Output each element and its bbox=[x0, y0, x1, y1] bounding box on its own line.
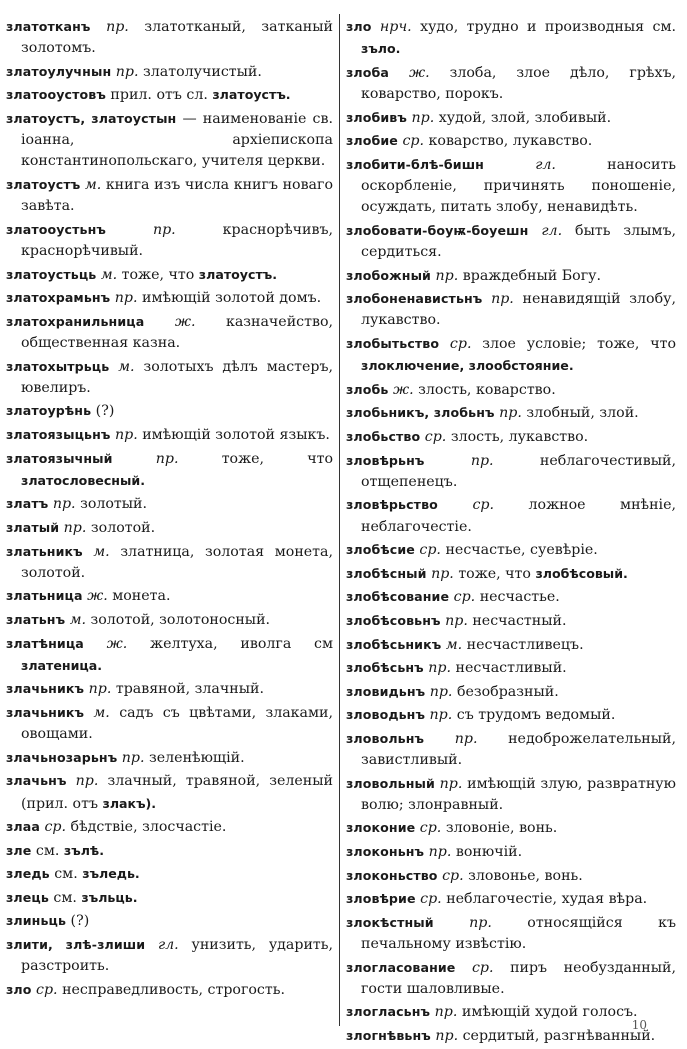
dictionary-entry bbox=[346, 154, 676, 219]
page-number: 10 bbox=[631, 1018, 647, 1032]
entry-headword: зловодьнъ bbox=[346, 707, 426, 723]
entry-definition: несчастный. bbox=[472, 612, 567, 629]
entry-grammar-tag: пр. bbox=[114, 426, 138, 443]
dictionary-entry bbox=[346, 402, 676, 424]
entry-definition: несчастье, суевѣріе. bbox=[445, 542, 598, 559]
entry-grammar-tag: пр. bbox=[428, 660, 451, 677]
dictionary-entry bbox=[346, 728, 676, 771]
entry-definition: златница, золотая монета, золотой. bbox=[21, 543, 333, 581]
entry-grammar-tag: пр. bbox=[434, 1004, 458, 1021]
entry-grammar-tag: м. bbox=[445, 636, 463, 653]
entry-headword: зловольный bbox=[346, 775, 435, 791]
entry-headword: злобовати-боуѭ-боуешн bbox=[346, 222, 529, 238]
entry-definition: зловонье, вонь. bbox=[468, 867, 583, 884]
entry-headword: златоязычный bbox=[6, 450, 113, 466]
dictionary-entry bbox=[346, 773, 676, 816]
entry-headword: злоконьство bbox=[346, 867, 438, 883]
entry-grammar-tag: пр. bbox=[115, 63, 139, 80]
entry-grammar-tag: пр. bbox=[454, 730, 478, 747]
entry-grammar-tag: пр. bbox=[411, 109, 435, 126]
entry-headword: златооустовъ bbox=[6, 87, 106, 103]
dictionary-entry bbox=[346, 586, 676, 608]
dictionary-entry bbox=[346, 1001, 676, 1023]
entry-definition: имѣющій золотой языкъ. bbox=[142, 426, 330, 443]
dictionary-entry bbox=[6, 264, 333, 286]
entry-headword: злобѣсование bbox=[346, 589, 450, 605]
entry-cross-reference: зъледь. bbox=[82, 866, 140, 882]
dictionary-entry bbox=[346, 841, 676, 863]
entry-cross-reference: златеница. bbox=[21, 657, 103, 673]
entry-grammar-tag: пр. bbox=[155, 450, 179, 467]
dictionary-entry bbox=[346, 107, 676, 129]
entry-definition: злобный, злой. bbox=[526, 405, 639, 422]
entry-headword: зловѣрьнъ bbox=[346, 452, 425, 468]
entry-grammar-tag: пр. bbox=[439, 775, 463, 792]
entry-definition: — наименованіе св. іоанна, архіепископа константинопольскаго, учителя церкви. bbox=[21, 110, 333, 170]
entry-grammar-tag: м. bbox=[118, 358, 135, 375]
entry-grammar-tag: ср. bbox=[419, 820, 442, 837]
entry-grammar-tag: пр. bbox=[499, 405, 522, 422]
entry-headword: злогнѣвьнъ bbox=[346, 1028, 431, 1044]
entry-cross-reference: златоустъ. bbox=[198, 266, 278, 282]
entry-cross-reference: злакъ). bbox=[102, 795, 157, 811]
entry-definition: сердитый, разгнѣванный. bbox=[462, 1028, 656, 1045]
entry-grammar-tag: пр. bbox=[75, 773, 99, 790]
entry-definition: тоже, что bbox=[221, 450, 333, 467]
entry-grammar-tag: ср. bbox=[419, 542, 441, 559]
entry-definition: см. bbox=[54, 866, 78, 883]
entry-grammar-tag: пр. bbox=[445, 612, 468, 629]
entry-grammar-tag: пр. bbox=[106, 19, 129, 35]
entry-headword: зловѣрьство bbox=[346, 497, 438, 513]
entry-definition: худой, злой, злобивый. bbox=[438, 109, 612, 126]
entry-definition: унизить, ударить, разстроить. bbox=[21, 937, 334, 975]
dictionary-entry bbox=[6, 287, 333, 309]
entry-cross-reference: златословесный. bbox=[21, 472, 146, 488]
entry-headword: златоустьць bbox=[6, 266, 97, 282]
entry-headword: злобытьство bbox=[346, 335, 440, 351]
entry-grammar-tag: гл. bbox=[541, 222, 563, 239]
entry-grammar-tag: ж. bbox=[106, 635, 128, 652]
entry-grammar-tag: пр. bbox=[431, 565, 454, 582]
entry-definition: золотой, золотоносный. bbox=[90, 611, 271, 628]
entry-definition: враждебный Богу. bbox=[462, 267, 601, 284]
entry-definition: съ трудомъ ведомый. bbox=[456, 707, 616, 724]
entry-grammar-tag: ж. bbox=[408, 64, 430, 81]
dictionary-entry bbox=[346, 817, 676, 839]
entry-headword: злобоненавистьнъ bbox=[346, 291, 483, 307]
dictionary-entry bbox=[346, 265, 676, 287]
entry-definition: садъ съ цвѣтами, злаками, овощами. bbox=[21, 704, 334, 743]
entry-headword: зло bbox=[346, 19, 372, 34]
entry-definition: книга изъ числа книгъ новаго завѣта. bbox=[21, 176, 333, 215]
entry-headword: златьнъ bbox=[6, 611, 66, 627]
entry-grammar-tag: пр. bbox=[121, 749, 145, 766]
entry-headword: злиньць bbox=[6, 913, 67, 929]
dictionary-entry bbox=[346, 657, 676, 679]
entry-grammar-tag: м. bbox=[93, 704, 110, 721]
dictionary-entry bbox=[6, 448, 333, 492]
entry-definition: златотканый, затканый золотомъ. bbox=[21, 19, 333, 57]
entry-definition: прил. отъ сл. bbox=[110, 87, 208, 104]
entry-headword: злець bbox=[6, 889, 49, 905]
entry-definition: бѣдствіе, злосчастіе. bbox=[70, 819, 227, 836]
dictionary-entry bbox=[346, 494, 676, 537]
entry-headword: златьникъ bbox=[6, 543, 83, 559]
dictionary-entry bbox=[6, 747, 333, 769]
entry-headword: злобьство bbox=[346, 428, 421, 444]
dictionary-entry bbox=[346, 426, 676, 448]
entry-cross-reference: злоключение, злообстояние. bbox=[361, 358, 574, 374]
entry-definition: недоброжелательный, завистливый. bbox=[361, 730, 677, 769]
entry-grammar-tag: пр. bbox=[435, 1028, 459, 1045]
dictionary-entry bbox=[6, 770, 333, 814]
entry-definition: краснорѣчивъ, краснорѣчивый. bbox=[21, 221, 334, 259]
entry-headword: злачьнъ bbox=[6, 773, 67, 789]
dictionary-entry bbox=[6, 585, 333, 607]
entry-definition: неблагочестивый, отщепенецъ. bbox=[361, 452, 676, 490]
dictionary-entry bbox=[6, 219, 333, 262]
entry-definition: травяной, злачный. bbox=[115, 681, 264, 698]
dictionary-entry bbox=[6, 840, 333, 862]
entry-definition: золотый. bbox=[80, 496, 148, 513]
dictionary-entry bbox=[6, 541, 333, 584]
entry-headword: златоязыцьнъ bbox=[6, 426, 111, 442]
entry-definition: см. bbox=[35, 842, 60, 859]
entry-headword: златый bbox=[6, 519, 60, 535]
entry-headword: злобѣсовьнъ bbox=[346, 612, 441, 628]
entry-headword: злаа bbox=[6, 819, 40, 835]
entry-grammar-tag: м. bbox=[100, 266, 118, 283]
entry-headword: злоконие bbox=[346, 820, 416, 836]
dictionary-entry bbox=[6, 16, 333, 59]
dictionary-entry bbox=[6, 863, 333, 885]
entry-definition: тоже, что bbox=[121, 266, 195, 283]
entry-grammar-tag: ср. bbox=[420, 891, 442, 908]
dictionary-entry bbox=[346, 333, 676, 377]
dictionary-entry bbox=[6, 702, 333, 745]
entry-grammar-tag: ср. bbox=[472, 497, 494, 514]
entry-headword: зловѣрие bbox=[346, 891, 416, 907]
dictionary-entry bbox=[346, 62, 676, 105]
entry-definition: имѣющій злую, развратную волю; злонравный. bbox=[361, 775, 676, 813]
entry-definition: несчастливецъ. bbox=[466, 636, 584, 653]
dictionary-entry bbox=[6, 424, 333, 446]
entry-headword: златоурѣнь bbox=[6, 403, 92, 419]
dictionary-entry bbox=[6, 633, 333, 677]
entry-grammar-tag: пр. bbox=[429, 683, 453, 700]
entry-headword: злачьникъ bbox=[6, 704, 85, 720]
dictionary-entry bbox=[6, 61, 333, 83]
entry-headword: зловольнъ bbox=[346, 730, 425, 746]
entry-definition: имѣющій золотой домъ. bbox=[142, 290, 322, 307]
entry-definition: зловоніе, вонь. bbox=[445, 820, 558, 837]
entry-definition: имѣющій худой голосъ. bbox=[461, 1004, 638, 1021]
left-column bbox=[6, 16, 333, 1002]
dictionary-entry bbox=[6, 174, 333, 217]
entry-grammar-tag: ср. bbox=[471, 959, 494, 976]
entry-headword: злобѣсьникъ bbox=[346, 636, 442, 652]
entry-headword: злоконьнъ bbox=[346, 844, 425, 860]
entry-definition: злоба, злое дѣло, грѣхъ, коварство, порокъ. bbox=[361, 64, 676, 102]
entry-headword: злобие bbox=[346, 133, 398, 149]
entry-grammar-tag: ср. bbox=[424, 428, 447, 445]
entry-definition: золотой. bbox=[90, 519, 156, 536]
entry-definition: злачный, травяной, зеленый (прил. отъ bbox=[21, 773, 334, 812]
entry-definition: относящійся къ печальному извѣстію. bbox=[361, 914, 676, 953]
entry-grammar-tag: пр. bbox=[63, 519, 87, 536]
entry-grammar-tag: ж. bbox=[174, 313, 196, 330]
entry-definition: наносить оскорбленіе, причинять поношеніе, осуждать, питать злобу, ненавидѣть. bbox=[361, 156, 677, 216]
entry-definition: неблагочестіе, худая вѣра. bbox=[446, 891, 648, 908]
entry-headword: златоустъ, златоустын bbox=[6, 110, 177, 126]
entry-definition: казначейство, общественная казна. bbox=[21, 313, 333, 351]
dictionary-entry bbox=[6, 356, 333, 399]
entry-headword: злачьнозарьнъ bbox=[6, 749, 118, 765]
entry-grammar-tag: ж. bbox=[87, 588, 108, 605]
dictionary-entry bbox=[6, 816, 333, 838]
entry-headword: злобити-блѣ-бишн bbox=[346, 156, 484, 172]
entry-headword: златохытрьць bbox=[6, 358, 110, 374]
entry-grammar-tag: нрч. bbox=[379, 19, 412, 35]
entry-grammar-tag: пр. bbox=[88, 681, 112, 698]
dictionary-entry bbox=[6, 311, 333, 354]
entry-grammar-tag: пр. bbox=[469, 914, 492, 931]
entry-grammar-tag: м. bbox=[93, 543, 110, 560]
dictionary-entry bbox=[6, 979, 333, 1001]
entry-grammar-tag: ср. bbox=[453, 589, 476, 606]
dictionary-entry bbox=[346, 888, 676, 910]
entry-headword: злобьникъ, злобьнъ bbox=[346, 405, 495, 421]
dictionary-entry bbox=[6, 108, 333, 173]
entry-definition: вонючій. bbox=[455, 844, 523, 861]
entry-grammar-tag: пр. bbox=[435, 267, 459, 284]
entry-definition: (?) bbox=[95, 403, 115, 420]
dictionary-entry bbox=[346, 288, 676, 331]
dictionary-entry bbox=[346, 912, 676, 955]
entry-grammar-tag: пр. bbox=[429, 707, 453, 724]
entry-cross-reference: зъльць. bbox=[81, 889, 138, 905]
entry-headword: златотканъ bbox=[6, 19, 91, 34]
entry-headword: златоустъ bbox=[6, 176, 81, 192]
entry-definition: желтуха, иволга см bbox=[150, 635, 333, 652]
entry-definition: златолучистый. bbox=[143, 63, 262, 80]
dictionary-entry bbox=[6, 609, 333, 631]
entry-grammar-tag: ж. bbox=[392, 381, 414, 398]
entry-headword: злобѣсьнъ bbox=[346, 660, 424, 676]
entry-headword: злоба bbox=[346, 64, 389, 80]
column-divider bbox=[339, 14, 340, 1026]
dictionary-entry bbox=[346, 681, 676, 703]
entry-headword: злити, злѣ-злиши bbox=[6, 937, 146, 953]
entry-definition: быть злымъ, сердиться. bbox=[361, 222, 676, 260]
entry-cross-reference: зъло. bbox=[361, 41, 401, 57]
entry-headword: злобѣсный bbox=[346, 565, 427, 581]
entry-grammar-tag: м. bbox=[69, 611, 86, 628]
entry-definition: несчастье. bbox=[479, 589, 560, 606]
entry-grammar-tag: пр. bbox=[428, 844, 452, 861]
entry-definition: несправедливость, строгость. bbox=[62, 981, 285, 998]
dictionary-entry bbox=[346, 220, 676, 263]
dictionary-entry bbox=[346, 1025, 676, 1047]
dictionary-entry bbox=[346, 450, 676, 493]
dictionary-entry bbox=[346, 16, 676, 60]
entry-grammar-tag: пр. bbox=[152, 221, 176, 238]
entry-grammar-tag: пр. bbox=[52, 496, 76, 513]
dictionary-entry bbox=[346, 865, 676, 887]
entry-headword: злобѣсие bbox=[346, 542, 415, 558]
entry-grammar-tag: пр. bbox=[114, 290, 138, 307]
dictionary-entry bbox=[346, 130, 676, 152]
entry-definition: худо, трудно и производныя см. bbox=[420, 19, 677, 35]
entry-definition: тоже, что bbox=[458, 565, 531, 582]
entry-headword: злобивъ bbox=[346, 109, 407, 125]
entry-grammar-tag: пр. bbox=[470, 452, 494, 469]
dictionary-entry bbox=[6, 517, 333, 539]
entry-definition: злость, лукавство. bbox=[450, 428, 589, 445]
entry-definition: безобразный. bbox=[456, 683, 559, 700]
entry-definition: злое условіе; тоже, что bbox=[482, 335, 676, 352]
entry-headword: златъ bbox=[6, 496, 49, 512]
dictionary-entry bbox=[346, 563, 676, 585]
entry-cross-reference: златоустъ. bbox=[212, 87, 291, 103]
entry-headword: злогласование bbox=[346, 959, 456, 975]
dictionary-entry bbox=[6, 84, 333, 106]
entry-definition: ненавидящій злобу, лукавство. bbox=[361, 291, 676, 329]
entry-grammar-tag: гл. bbox=[157, 937, 179, 954]
entry-cross-reference: злобѣсовый. bbox=[535, 565, 628, 581]
dictionary-entry bbox=[346, 704, 676, 726]
entry-headword: зле bbox=[6, 842, 32, 858]
entry-headword: зло bbox=[6, 981, 32, 997]
dictionary-entry bbox=[346, 957, 676, 1000]
dictionary-entry bbox=[6, 887, 333, 909]
entry-headword: златоулучнын bbox=[6, 63, 112, 79]
entry-grammar-tag: м. bbox=[84, 176, 102, 193]
right-column bbox=[346, 16, 676, 1049]
entry-headword: злачьникъ bbox=[6, 681, 85, 697]
entry-headword: златѣница bbox=[6, 635, 84, 651]
dictionary-entry bbox=[346, 634, 676, 656]
entry-headword: зледь bbox=[6, 866, 50, 882]
entry-cross-reference: зълѣ. bbox=[63, 842, 104, 858]
entry-definition: золотыхъ дѣлъ мастеръ, ювелиръ. bbox=[21, 358, 333, 396]
entry-definition: пиръ необузданный, гости шаловливые. bbox=[361, 959, 676, 997]
entry-headword: златохрамьнъ bbox=[6, 290, 111, 306]
entry-headword: златооустьнъ bbox=[6, 221, 106, 237]
entry-definition: см. bbox=[53, 889, 77, 906]
entry-definition: ложное мнѣніе, неблагочестіе. bbox=[361, 497, 676, 535]
dictionary-entry bbox=[6, 910, 333, 932]
entry-grammar-tag: ср. bbox=[442, 867, 464, 884]
entry-definition: (?) bbox=[70, 913, 90, 930]
entry-definition: злость, коварство. bbox=[418, 381, 556, 398]
entry-definition: несчастливый. bbox=[455, 660, 567, 677]
dictionary-entry bbox=[6, 934, 333, 977]
entry-headword: зловидьнъ bbox=[346, 683, 426, 699]
entry-grammar-tag: пр. bbox=[491, 291, 514, 308]
dictionary-entry bbox=[6, 400, 333, 422]
entry-grammar-tag: гл. bbox=[535, 156, 556, 173]
entry-grammar-tag: ср. bbox=[36, 981, 58, 998]
entry-headword: злогласьнъ bbox=[346, 1004, 431, 1020]
entry-headword: златьница bbox=[6, 588, 83, 604]
entry-definition: зеленѣющій. bbox=[149, 749, 245, 766]
dictionary-entry bbox=[6, 678, 333, 700]
dictionary-entry bbox=[346, 379, 676, 401]
dictionary-entry bbox=[346, 539, 676, 561]
entry-grammar-tag: ср. bbox=[402, 133, 425, 150]
dictionary-entry bbox=[6, 493, 333, 515]
entry-headword: златохранильница bbox=[6, 313, 145, 329]
entry-grammar-tag: ср. bbox=[449, 335, 472, 352]
entry-headword: злокѣстный bbox=[346, 914, 434, 930]
entry-definition: монета. bbox=[112, 588, 171, 605]
entry-headword: злобожный bbox=[346, 267, 431, 283]
dictionary-entry bbox=[346, 610, 676, 632]
entry-grammar-tag: ср. bbox=[44, 819, 67, 836]
entry-definition: коварство, лукавство. bbox=[428, 133, 593, 150]
entry-headword: злобь bbox=[346, 381, 389, 397]
